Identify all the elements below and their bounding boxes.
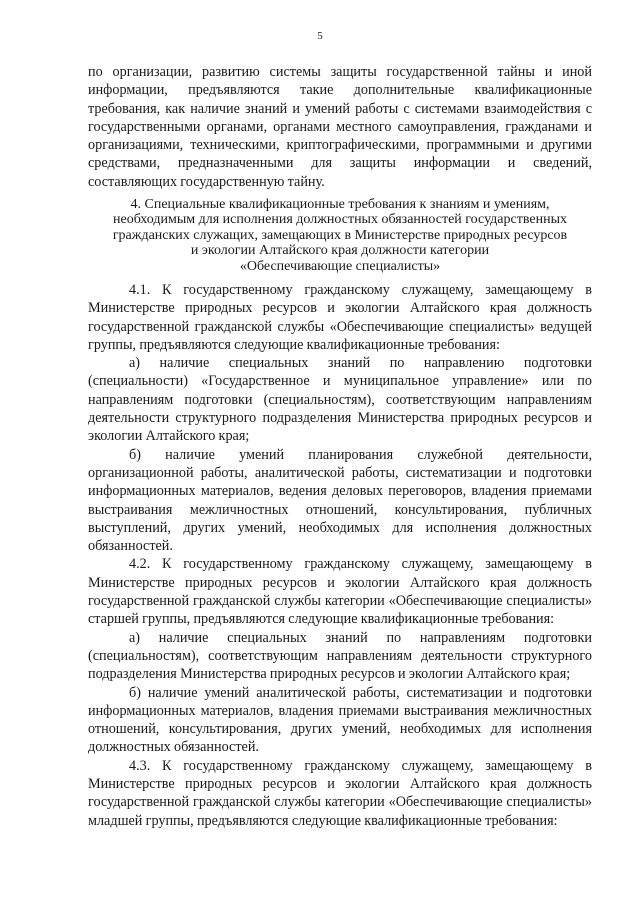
section-heading-line: гражданских служащих, замещающих в Министерстве природных ресурсов bbox=[112, 227, 568, 243]
intro-paragraph-block bbox=[88, 63, 592, 191]
paragraph-4-2-a: а) наличие специальных знаний по направлениям подготовки (специальностям), соответствующим направлениям деятельности структурного подразделения Министерства природных ресурсов и экологии Алтайского края; bbox=[88, 629, 592, 683]
section-heading-line: и экологии Алтайского края должности категории bbox=[190, 243, 490, 259]
paragraph-4-2: 4.2. К государственному гражданскому служащему, замещающему в Министерстве природных ресурсов и экологии Алтайского края должность государственной гражданской службы категории «Обеспечивающие специалисты» старшей группы, предъявляются следующие квалификационные требования: bbox=[88, 556, 592, 628]
paragraph-4-1-b: б) наличие умений планирования служебной деятельности, организационной работы, аналитической работы, систематизации и подготовки информационных материалов, ведения деловых переговоров, владения приемами выстраивания межличностных отношений, консультирования, публичных выступлений, других умений, необходимых для исполнения должностных обязанностей. bbox=[88, 446, 592, 555]
paragraph-4-2-b: б) наличие умений аналитической работы, систематизации и подготовки информационных материалов, владения приемами выстраивания межличностных отношений, консультирования, других умений, необходимых для исполнения должностных обязанностей. bbox=[88, 684, 592, 756]
intro-paragraph: по организации, развитию системы защиты государственной тайны и иной информации, предъявляются такие дополнительные квалификационные требования, как наличие знаний и умений работы с системами взаимодействия с государственными органами, органами местного самоуправления, гражданами и организациями, техническими, криптографическими, программными и другими средствами, предназначенными для защиты информации и сведений, составляющих государственную тайну. bbox=[88, 64, 592, 190]
section-heading-line: «Обеспечивающие специалисты» bbox=[239, 258, 441, 274]
paragraph-4-3: 4.3. К государственному гражданскому служащему, замещающему в Министерстве природных ресурсов и экологии Алтайского края должность государственной гражданской службы категории «Обеспечивающие специалисты» младшей группы, предъявляются следующие квалификационные требования: bbox=[88, 757, 592, 829]
body-text bbox=[88, 281, 592, 830]
paragraph-4-1: 4.1. К государственному гражданскому служащему, замещающему в Министерстве природных ресурсов и экологии Алтайского края должность государственной гражданской службы «Обеспечивающие специалисты» ведущей группы, предъявляются следующие квалификационные требования: bbox=[88, 282, 592, 353]
paragraph-4-1-a: а) наличие специальных знаний по направлению подготовки (специальности) «Государственное и муниципальное управление» или по направлениям подготовки (специальностям), соответствующим направлениям деятельности структурного подразделения Министерства природных ресурсов и экологии Алтайского края; bbox=[88, 355, 592, 445]
section-heading bbox=[88, 197, 592, 274]
page-number: 5 bbox=[317, 30, 323, 42]
section-heading-line: 4. Специальные квалификационные требования к знаниям и умениям, bbox=[130, 197, 550, 212]
section-heading-line: необходимым для исполнения должностных обязанностей государственных bbox=[113, 212, 567, 228]
